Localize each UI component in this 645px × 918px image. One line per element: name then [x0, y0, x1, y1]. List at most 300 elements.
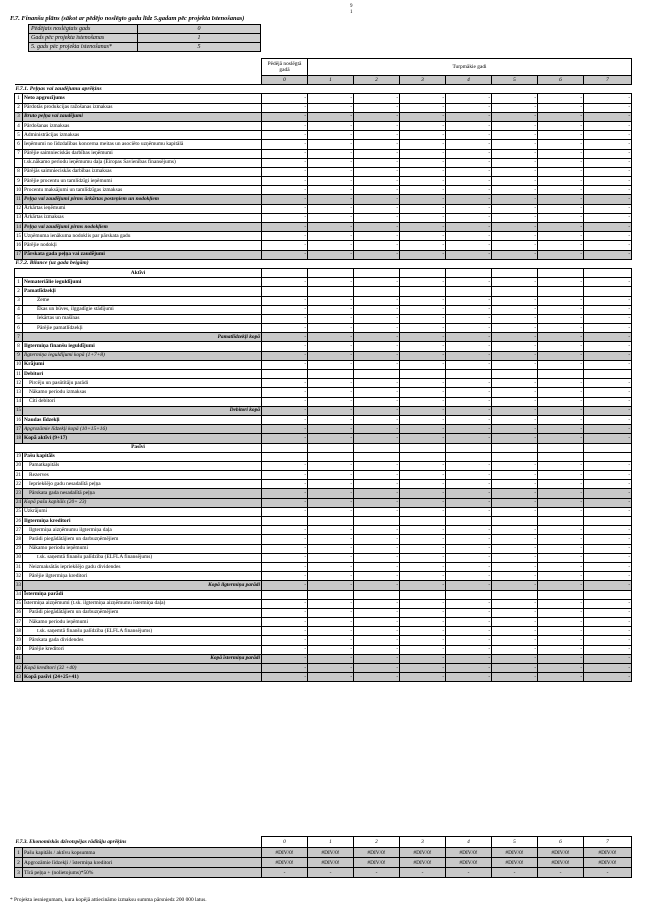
ratio-value: #DIV/0! — [538, 858, 584, 868]
value-cell: - — [584, 461, 632, 470]
value-cell: - — [400, 131, 446, 140]
value-cell: - — [400, 526, 446, 535]
value-cell — [446, 370, 492, 379]
value-cell: - — [308, 544, 354, 553]
value-cell: - — [354, 406, 400, 415]
value-cell: - — [538, 223, 584, 232]
value-cell: - — [308, 204, 354, 213]
value-cell: - — [400, 177, 446, 186]
value-cell: - — [400, 498, 446, 507]
value-cell: - — [584, 572, 632, 581]
value-cell: - — [584, 645, 632, 654]
value-cell: - — [538, 673, 584, 682]
table-row — [15, 232, 632, 241]
value-cell: - — [308, 489, 354, 498]
value-cell: - — [584, 94, 632, 103]
value-cell: - — [400, 397, 446, 406]
row-number: 35 — [15, 599, 23, 608]
value-cell: - — [446, 627, 492, 636]
value-cell: - — [262, 167, 308, 176]
info-label: Gads pēc projekta īstenošanas — [29, 34, 138, 43]
row-number: 2 — [15, 103, 23, 112]
value-cell: - — [400, 673, 446, 682]
value-cell: - — [262, 121, 308, 130]
value-cell: - — [354, 241, 400, 250]
value-cell: - — [308, 342, 354, 351]
value-cell: - — [308, 278, 354, 287]
value-cell: - — [400, 572, 446, 581]
ratio-value: - — [262, 868, 308, 878]
value-cell: - — [446, 673, 492, 682]
value-cell: - — [446, 351, 492, 360]
value-cell: - — [262, 232, 308, 241]
value-cell: - — [446, 213, 492, 222]
value-cell: - — [400, 406, 446, 415]
ratio-value: #DIV/0! — [446, 848, 492, 858]
value-cell: - — [492, 654, 538, 663]
value-cell: - — [492, 507, 538, 516]
value-cell: - — [492, 213, 538, 222]
empty-cell — [446, 443, 492, 452]
value-cell: - — [584, 121, 632, 130]
value-cell: - — [262, 572, 308, 581]
value-cell: - — [584, 140, 632, 149]
table-row — [15, 158, 632, 167]
ratio-value: #DIV/0! — [446, 858, 492, 868]
row-number: 30 — [15, 553, 23, 562]
value-cell: - — [492, 278, 538, 287]
table-row — [15, 544, 632, 553]
value-cell: - — [262, 241, 308, 250]
row-label: Pārējie kreditori — [23, 645, 262, 654]
value-cell: - — [538, 94, 584, 103]
value-cell: - — [538, 324, 584, 333]
value-cell: - — [584, 250, 632, 259]
value-cell: - — [584, 223, 632, 232]
row-number: 37 — [15, 618, 23, 627]
ratio-value: - — [492, 868, 538, 878]
value-cell: - — [400, 204, 446, 213]
value-cell — [492, 370, 538, 379]
value-cell: - — [262, 415, 308, 424]
value-cell: - — [584, 296, 632, 305]
value-cell: - — [492, 333, 538, 342]
row-label: Nemateriālie ieguldījumi — [23, 278, 262, 287]
row-number: 31 — [15, 562, 23, 571]
row-label: Ēkas un būves, ilggadīgie stādījumi — [23, 305, 262, 314]
value-cell: - — [308, 324, 354, 333]
row-label: Pamatkapitāls — [23, 461, 262, 470]
info-row — [29, 25, 261, 34]
row-label: Nākamo periodu ieņēmumi — [23, 544, 262, 553]
value-cell: - — [538, 636, 584, 645]
value-cell: - — [262, 434, 308, 443]
value-cell: - — [262, 360, 308, 369]
value-cell: - — [538, 526, 584, 535]
value-cell: - — [446, 140, 492, 149]
value-cell: - — [400, 213, 446, 222]
value-cell: - — [446, 360, 492, 369]
value-cell: - — [262, 673, 308, 682]
value-cell: - — [354, 627, 400, 636]
value-cell: - — [354, 167, 400, 176]
ratio-value: #DIV/0! — [308, 848, 354, 858]
row-number: 40 — [15, 645, 23, 654]
ratio-value: #DIV/0! — [262, 848, 308, 858]
value-cell: - — [262, 425, 308, 434]
value-cell: - — [492, 664, 538, 673]
value-cell: - — [262, 397, 308, 406]
row-number: 3 — [15, 296, 23, 305]
row-label: Ilgtermiņa ieguldījumi kopā (1+7+8) — [23, 351, 262, 360]
value-cell: - — [584, 627, 632, 636]
row-number: 15 — [15, 406, 23, 415]
value-cell: - — [538, 415, 584, 424]
assets-header — [15, 268, 632, 277]
value-cell: - — [308, 177, 354, 186]
value-cell: - — [584, 305, 632, 314]
value-cell — [492, 287, 538, 296]
row-label: Īstermiņa parādi — [23, 590, 262, 599]
value-cell: - — [400, 581, 446, 590]
row-number: 20 — [15, 461, 23, 470]
value-cell: - — [538, 351, 584, 360]
value-cell: - — [538, 204, 584, 213]
empty-cell — [354, 268, 400, 277]
row-label: Pamatlīdzekļi kopā — [23, 333, 262, 342]
ratio-value: - — [538, 868, 584, 878]
row-label: Ilgtermiņa finanšu ieguldījumi — [23, 342, 262, 351]
value-cell: - — [400, 324, 446, 333]
value-cell: - — [354, 149, 400, 158]
value-cell: - — [262, 158, 308, 167]
value-cell: - — [584, 507, 632, 516]
value-cell: - — [584, 608, 632, 617]
table-row — [15, 324, 632, 333]
value-cell: - — [492, 489, 538, 498]
row-number: 42 — [15, 664, 23, 673]
value-cell — [354, 452, 400, 461]
empty-cell — [538, 443, 584, 452]
empty-cell — [538, 268, 584, 277]
row-number: 2 — [15, 287, 23, 296]
table-row — [15, 526, 632, 535]
value-cell: - — [538, 553, 584, 562]
value-cell: - — [354, 213, 400, 222]
table-row — [15, 517, 632, 526]
ratio-value: #DIV/0! — [538, 848, 584, 858]
row-number: 17 — [15, 250, 23, 259]
value-cell: - — [584, 177, 632, 186]
value-cell: - — [262, 177, 308, 186]
row-label: Pārdošanas izmaksas — [23, 121, 262, 130]
row-label: Bruto peļņa vai zaudējumi — [23, 112, 262, 121]
row-number: 7 — [15, 149, 23, 158]
value-cell: - — [446, 471, 492, 480]
row-label: Peļņa vai zaudējumi pirms nodokļiem — [23, 223, 262, 232]
value-cell: - — [262, 480, 308, 489]
value-cell — [584, 517, 632, 526]
document-title: F.7. Finanšu plāns (sākot ar pēdējo noslēgto gadu līdz 5.gadam pēc projekta īstenošanas) — [10, 15, 245, 22]
value-cell: - — [354, 425, 400, 434]
value-cell: - — [446, 544, 492, 553]
value-cell: - — [262, 498, 308, 507]
row-number: 10 — [15, 360, 23, 369]
section-profit-loss-title: F.7.1. Peļņas vai zaudējumu aprēķins — [15, 85, 632, 94]
value-cell: - — [492, 627, 538, 636]
row-number: 25 — [15, 507, 23, 516]
row-label: Krājumi — [23, 360, 262, 369]
value-cell — [354, 590, 400, 599]
value-cell: - — [446, 388, 492, 397]
value-cell: - — [538, 131, 584, 140]
empty-cell — [354, 443, 400, 452]
value-cell — [308, 370, 354, 379]
value-cell: - — [538, 121, 584, 130]
assets-header-label: Aktīvi — [15, 268, 262, 277]
value-cell: - — [308, 572, 354, 581]
value-cell: - — [492, 131, 538, 140]
value-cell: - — [538, 241, 584, 250]
value-cell: - — [354, 645, 400, 654]
value-cell: - — [400, 544, 446, 553]
year-number: 2 — [354, 76, 400, 85]
value-cell: - — [308, 535, 354, 544]
value-cell: - — [400, 608, 446, 617]
value-cell — [354, 517, 400, 526]
value-cell: - — [262, 406, 308, 415]
row-number: 38 — [15, 627, 23, 636]
row-number: 8 — [15, 342, 23, 351]
row-number: 9 — [15, 177, 23, 186]
row-number: 13 — [15, 213, 23, 222]
value-cell: - — [492, 177, 538, 186]
value-cell: - — [584, 498, 632, 507]
value-cell: - — [538, 397, 584, 406]
value-cell: - — [538, 562, 584, 571]
value-cell: - — [354, 333, 400, 342]
value-cell: - — [584, 673, 632, 682]
value-cell: - — [446, 103, 492, 112]
value-cell: - — [400, 232, 446, 241]
value-cell: - — [354, 342, 400, 351]
value-cell: - — [446, 654, 492, 663]
value-cell: - — [308, 553, 354, 562]
value-cell: - — [446, 241, 492, 250]
value-cell: - — [492, 204, 538, 213]
value-cell: - — [354, 140, 400, 149]
value-cell: - — [492, 526, 538, 535]
table-row — [15, 498, 632, 507]
table-row — [15, 204, 632, 213]
ratio-row — [15, 868, 632, 878]
value-cell: - — [446, 425, 492, 434]
value-cell: - — [400, 425, 446, 434]
ratios-header-row — [15, 837, 632, 848]
table-row — [15, 360, 632, 369]
row-label: t.sk. saņemtā finanšu palīdzība (ELFLA finansējums) — [23, 553, 262, 562]
value-cell: - — [446, 599, 492, 608]
value-cell: - — [308, 241, 354, 250]
value-cell: - — [354, 360, 400, 369]
section-balance-title: F.7.2. Bilance (uz gada beigām) — [15, 259, 632, 268]
value-cell: - — [400, 250, 446, 259]
row-number: 16 — [15, 415, 23, 424]
value-cell: - — [354, 581, 400, 590]
value-cell: - — [446, 415, 492, 424]
value-cell: - — [538, 333, 584, 342]
value-cell: - — [446, 608, 492, 617]
value-cell: - — [446, 314, 492, 323]
row-label: Zeme — [23, 296, 262, 305]
value-cell: - — [354, 461, 400, 470]
value-cell: - — [492, 471, 538, 480]
ratios-table — [14, 836, 632, 878]
year-number: 0 — [262, 837, 308, 848]
row-label: Peļņa vai zaudējumi pirms ārkārtas posteņiem un nodokļiem — [23, 195, 262, 204]
value-cell: - — [584, 158, 632, 167]
value-cell: - — [262, 535, 308, 544]
value-cell: - — [354, 434, 400, 443]
value-cell: - — [492, 498, 538, 507]
ratio-value: #DIV/0! — [492, 848, 538, 858]
row-number: 33 — [15, 581, 23, 590]
value-cell: - — [354, 186, 400, 195]
row-number: 13 — [15, 388, 23, 397]
value-cell: - — [400, 507, 446, 516]
value-cell: - — [584, 489, 632, 498]
info-value: 1 — [138, 34, 261, 43]
value-cell: - — [308, 149, 354, 158]
row-number: 26 — [15, 517, 23, 526]
value-cell: - — [400, 627, 446, 636]
value-cell: - — [354, 636, 400, 645]
row-label: Ārkārtas ieņēmumi — [23, 204, 262, 213]
value-cell: - — [538, 645, 584, 654]
value-cell: - — [308, 140, 354, 149]
table-row — [15, 342, 632, 351]
value-cell: - — [538, 489, 584, 498]
value-cell: - — [354, 379, 400, 388]
value-cell: - — [492, 434, 538, 443]
value-cell — [308, 517, 354, 526]
value-cell — [446, 452, 492, 461]
row-number: 2 — [15, 858, 23, 868]
year-number: 2 — [354, 837, 400, 848]
row-label: Pārdotās produkcijas ražošanas izmaksas — [23, 103, 262, 112]
value-cell: - — [584, 342, 632, 351]
value-cell — [538, 370, 584, 379]
value-cell: - — [308, 314, 354, 323]
value-cell: - — [308, 498, 354, 507]
value-cell: - — [492, 388, 538, 397]
value-cell: - — [584, 406, 632, 415]
value-cell: - — [400, 636, 446, 645]
value-cell: - — [492, 250, 538, 259]
year-number: 5 — [492, 76, 538, 85]
info-value: 5 — [138, 43, 261, 52]
value-cell: - — [354, 314, 400, 323]
row-number: 27 — [15, 526, 23, 535]
value-cell: - — [584, 379, 632, 388]
value-cell: - — [492, 397, 538, 406]
row-number: 29 — [15, 544, 23, 553]
value-cell: - — [492, 406, 538, 415]
table-row — [15, 388, 632, 397]
value-cell: - — [538, 186, 584, 195]
empty-cell — [262, 443, 308, 452]
table-row — [15, 94, 632, 103]
value-cell: - — [354, 305, 400, 314]
value-cell: - — [584, 553, 632, 562]
table-row — [15, 415, 632, 424]
table-row — [15, 278, 632, 287]
value-cell: - — [446, 342, 492, 351]
value-cell: - — [584, 526, 632, 535]
value-cell: - — [262, 608, 308, 617]
value-cell — [584, 452, 632, 461]
header-blank — [15, 59, 262, 85]
row-label: Parādi piegādātājiem un darbuzņēmējiem — [23, 608, 262, 617]
value-cell: - — [308, 158, 354, 167]
value-cell: - — [400, 618, 446, 627]
header-future-years: Turpmākie gadi — [308, 59, 632, 76]
value-cell: - — [446, 553, 492, 562]
row-number: 41 — [15, 654, 23, 663]
value-cell: - — [446, 379, 492, 388]
value-cell: - — [492, 360, 538, 369]
row-label: Ilgtermiņa aizņēmumu ilgtermiņa daļa — [23, 526, 262, 535]
value-cell: - — [400, 562, 446, 571]
table-row — [15, 608, 632, 617]
value-cell: - — [492, 572, 538, 581]
table-row — [15, 314, 632, 323]
value-cell: - — [308, 121, 354, 130]
value-cell: - — [354, 158, 400, 167]
value-cell — [400, 517, 446, 526]
value-cell: - — [492, 223, 538, 232]
empty-cell — [308, 443, 354, 452]
value-cell: - — [446, 278, 492, 287]
row-label: Pārējie ilgtermiņa kreditori — [23, 572, 262, 581]
table-row — [15, 507, 632, 516]
value-cell: - — [538, 406, 584, 415]
row-number: 12 — [15, 204, 23, 213]
value-cell: - — [400, 186, 446, 195]
value-cell: - — [492, 544, 538, 553]
value-cell — [400, 590, 446, 599]
row-number: 16 — [15, 241, 23, 250]
value-cell: - — [538, 572, 584, 581]
value-cell: - — [262, 195, 308, 204]
value-cell: - — [584, 562, 632, 571]
value-cell: - — [400, 94, 446, 103]
value-cell: - — [308, 250, 354, 259]
section-profit-loss — [15, 85, 632, 94]
table-row — [15, 562, 632, 571]
row-number: 11 — [15, 195, 23, 204]
value-cell: - — [584, 535, 632, 544]
value-cell: - — [400, 333, 446, 342]
value-cell: - — [538, 213, 584, 222]
value-cell: - — [538, 507, 584, 516]
value-cell: - — [492, 324, 538, 333]
value-cell: - — [400, 314, 446, 323]
table-row — [15, 590, 632, 599]
value-cell: - — [446, 94, 492, 103]
row-number: 9 — [15, 351, 23, 360]
value-cell: - — [308, 461, 354, 470]
